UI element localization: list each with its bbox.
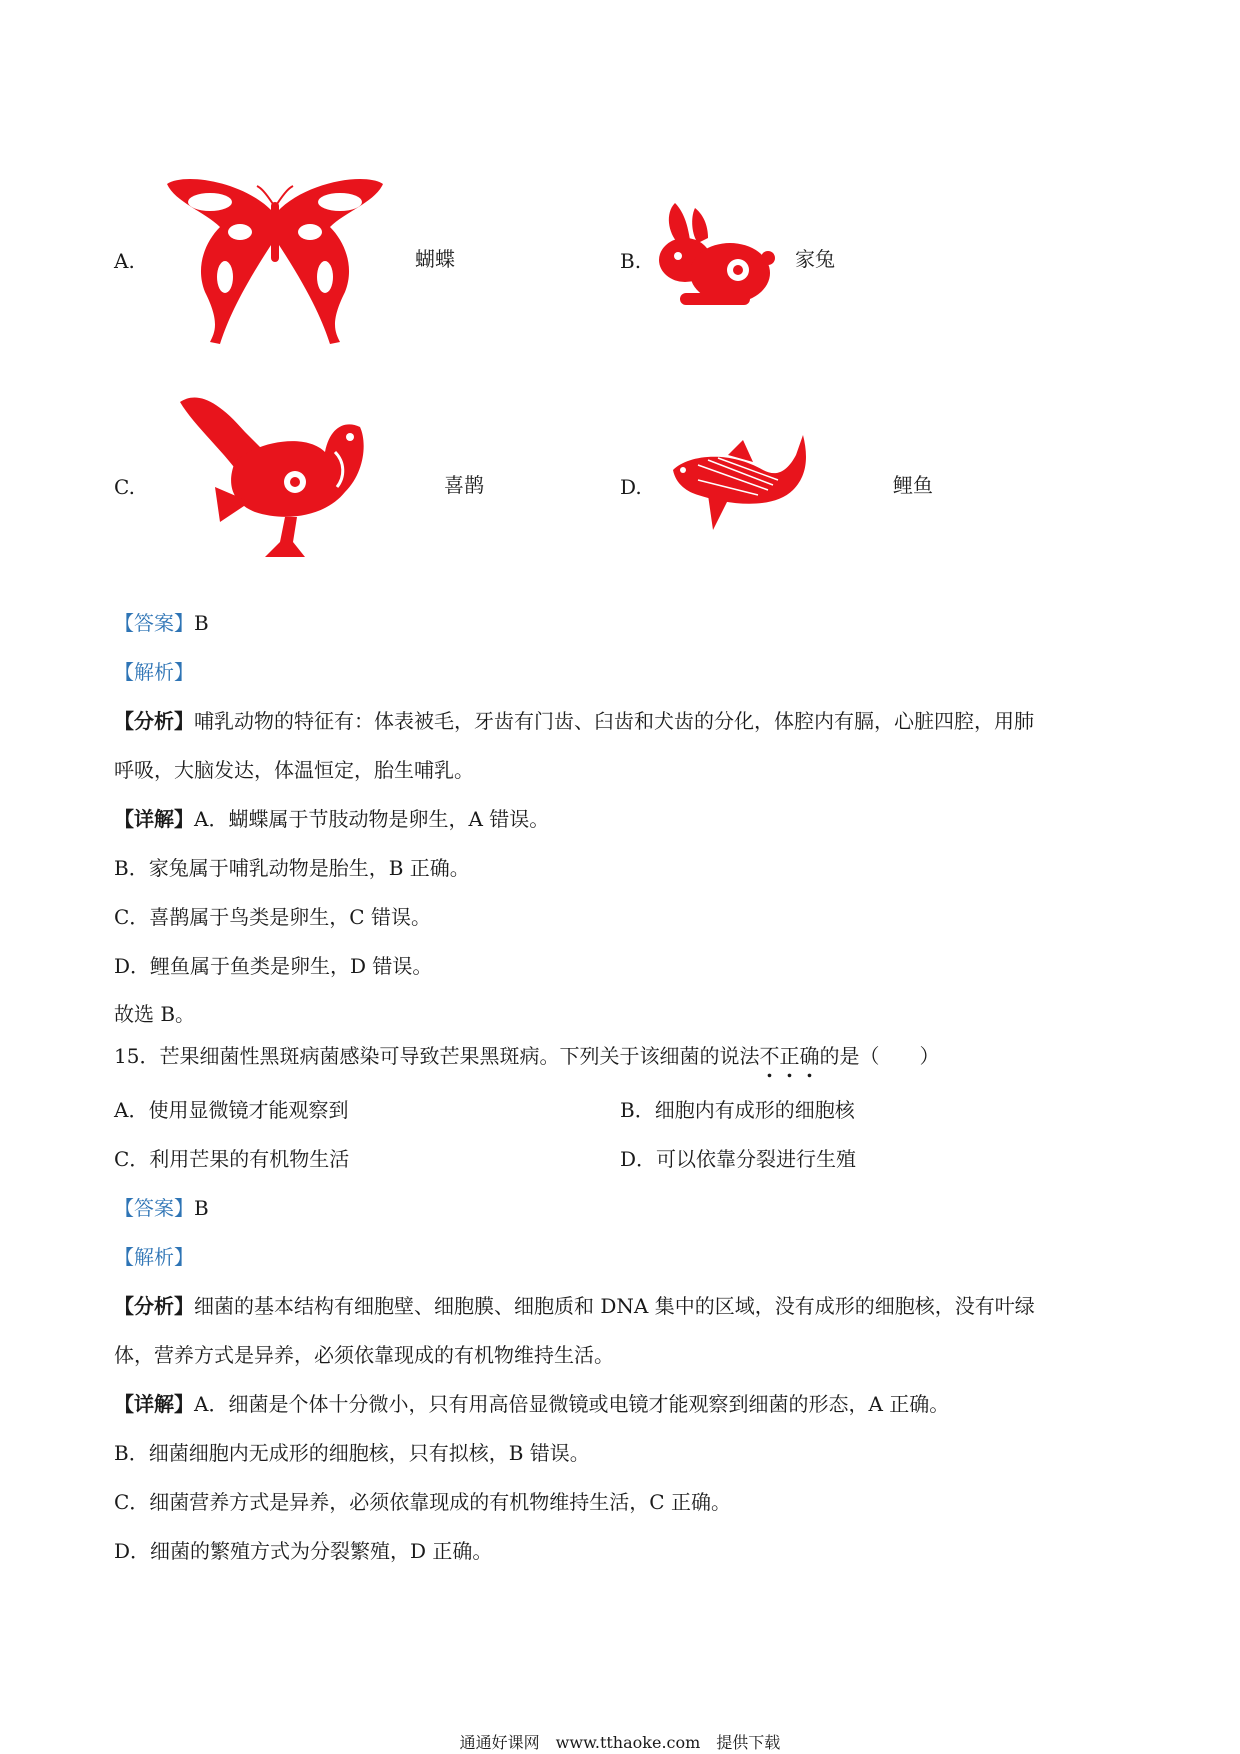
page-footer: 通通好课网 www.tthaoke.com 提供下载 [459,1733,781,1752]
option-d-caption: 鲤鱼 [893,473,933,497]
stem-emph-3: 确 [799,1044,820,1068]
q15-option-c: C．利用芒果的有机物生活 [114,1147,350,1171]
option-c-letter: C. [114,475,135,499]
q15-detail-c: C．细菌营养方式是异养，必须依靠现成的有机物维持生活，C 正确。 [114,1490,731,1514]
q15-fenxi-line2: 体，营养方式是异养，必须依靠现成的有机物维持生活。 [114,1343,614,1367]
option-b-caption: 家兔 [795,247,835,271]
answer-value: B [194,611,209,635]
q14-conclusion: 故选 B。 [114,1002,196,1026]
q15-fenxi-line1 [114,1292,1035,1320]
answer-value: B [194,1196,209,1220]
q14-analysis-tag: 【解析】 [114,660,194,684]
xiangjie-tag: 【详解】 [114,807,194,831]
detail-a-text: A．细菌是个体十分微小，只有用高倍显微镜或电镜才能观察到细菌的形态，A 正确。 [194,1392,950,1416]
q15-analysis-tag: 【解析】 [114,1245,194,1269]
q15-option-b: B．细胞内有成形的细胞核 [620,1098,855,1122]
option-a-caption: 蝴蝶 [415,247,455,271]
q14-fenxi-line1 [114,707,1034,735]
carp-icon [668,430,818,540]
q15-stem [114,1042,939,1070]
answer-tag: 【答案】 [114,611,194,635]
detail-a-text: A．蝴蝶属于节肢动物是卵生，A 错误。 [194,807,550,831]
option-d-letter: D. [620,475,642,499]
q14-detail-b: B．家兔属于哺乳动物是胎生，B 正确。 [114,856,470,880]
q15-detail-d: D．细菌的繁殖方式为分裂繁殖，D 正确。 [114,1539,493,1563]
rabbit-icon [650,198,775,316]
butterfly-icon [165,172,385,347]
fenxi-text: 细菌的基本结构有细胞壁、细胞膜、细胞质和 DNA 集中的区域，没有成形的细胞核，没有叶绿 [194,1294,1035,1318]
q15-detail-a [114,1390,949,1418]
stem-emph-2: 正 [779,1044,800,1068]
option-b-letter: B. [620,249,642,273]
option-a-letter: A. [114,249,135,273]
q15-option-d: D．可以依靠分裂进行生殖 [620,1147,857,1171]
answer-tag: 【答案】 [114,1196,194,1220]
q14-detail-d: D．鲤鱼属于鱼类是卵生，D 错误。 [114,954,433,978]
xiangjie-tag: 【详解】 [114,1392,194,1416]
stem-tail: 的是（ ） [819,1044,940,1068]
q14-detail-c: C．喜鹊属于鸟类是卵生，C 错误。 [114,905,431,929]
q14-answer-line [114,609,209,637]
fenxi-text: 哺乳动物的特征有：体表被毛，牙齿有门齿、臼齿和犬齿的分化，体腔内有膈，心脏四腔，用肺 [194,709,1034,733]
q14-detail-a [114,805,549,833]
q15-detail-b: B．细菌细胞内无成形的细胞核，只有拟核，B 错误。 [114,1441,590,1465]
fenxi-tag: 【分析】 [114,1294,194,1318]
stem-emph-1: 不 [759,1044,780,1068]
stem-text: 15．芒果细菌性黑斑病菌感染可导致芒果黑斑病。下列关于该细菌的说法 [114,1044,760,1068]
option-c-caption: 喜鹊 [444,473,484,497]
q14-fenxi-line2: 呼吸，大脑发达，体温恒定，胎生哺乳。 [114,758,474,782]
q15-answer-line [114,1194,209,1222]
magpie-icon [175,392,375,564]
q15-option-a: A．使用显微镜才能观察到 [114,1098,349,1122]
fenxi-tag: 【分析】 [114,709,194,733]
